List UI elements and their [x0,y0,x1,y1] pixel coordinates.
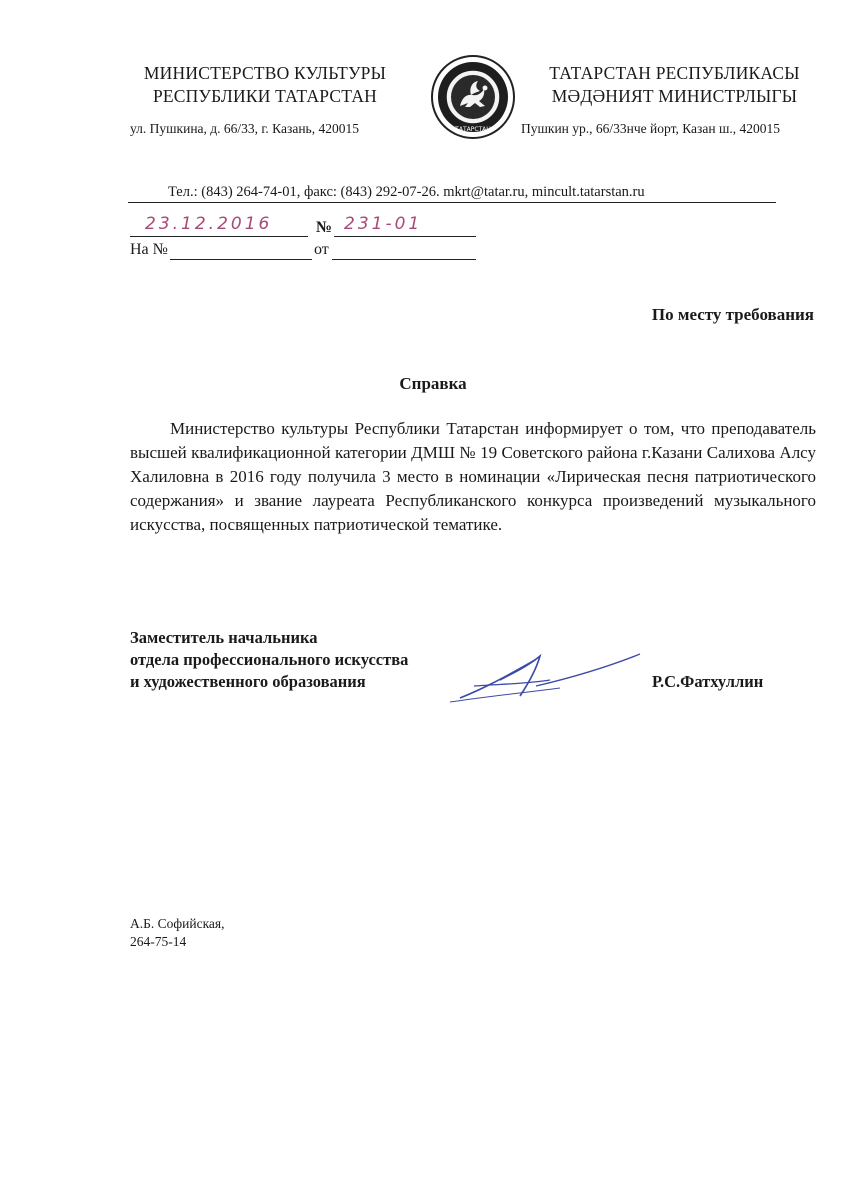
body-paragraph: Министерство культуры Республики Татарстан информирует о том, что преподаватель высшей квалификационной категории ДМШ № 19 Советского района г.Казани Салихова Алсу Халиловна в 2016 году получила 3 место в номинации «Лирическая песня патриотического содержания» и звание лауреата Республиканского конкурса произведений музыкального искусства, посвященных патриотической тематике. [130,419,816,534]
ref-label: На № [130,241,168,258]
executor-block [130,915,225,951]
right-org-line2: МӘДӘНИЯТ МИНИСТРЛЫГЫ [551,86,798,106]
header-divider [128,202,776,203]
right-org-name [532,62,817,108]
addressee: По месту требования [651,305,814,324]
right-org-line1: ТАТАРСТАН РЕСПУБЛИКАСЫ [549,63,800,83]
document-title: Справка [399,374,467,393]
handwritten-signature [440,650,650,710]
right-address: Пушкин ур., 66/33нче йорт, Казан ш., 420015 [521,121,780,136]
contacts-line: Тел.: (843) 264-74-01, факс: (843) 292-07-26. mkrt@tatar.ru, mincult.tatarstan.ru [168,184,645,200]
doc-number: 231-01 [344,214,423,234]
date-underline [130,236,308,237]
signer-position [130,627,408,693]
doc-date: 23.12.2016 [145,214,273,234]
from-label: от [314,241,329,258]
left-org-name [130,62,400,108]
signer-position-line2: отдела профессионального искусства [130,650,409,669]
left-org-line1: МИНИСТЕРСТВО КУЛЬТУРЫ [143,63,387,83]
left-org-line2: РЕСПУБЛИКИ ТАТАРСТАН [152,86,377,106]
emblem-caption: ТАТАРСТАН [455,126,491,133]
left-address: ул. Пушкина, д. 66/33, г. Казань, 420015 [130,121,359,136]
signer-name: Р.С.Фатхуллин [652,672,764,691]
number-underline [334,236,476,237]
from-underline [332,259,476,260]
number-label: № [316,219,333,236]
executor-phone: 264-75-14 [130,934,187,949]
executor-name: А.Б. Софийская, [130,916,225,931]
signer-position-line3: и художественного образования [130,672,366,691]
signer-position-line1: Заместитель начальника [130,628,318,647]
emblem-icon [430,54,516,140]
ref-underline [170,259,312,260]
